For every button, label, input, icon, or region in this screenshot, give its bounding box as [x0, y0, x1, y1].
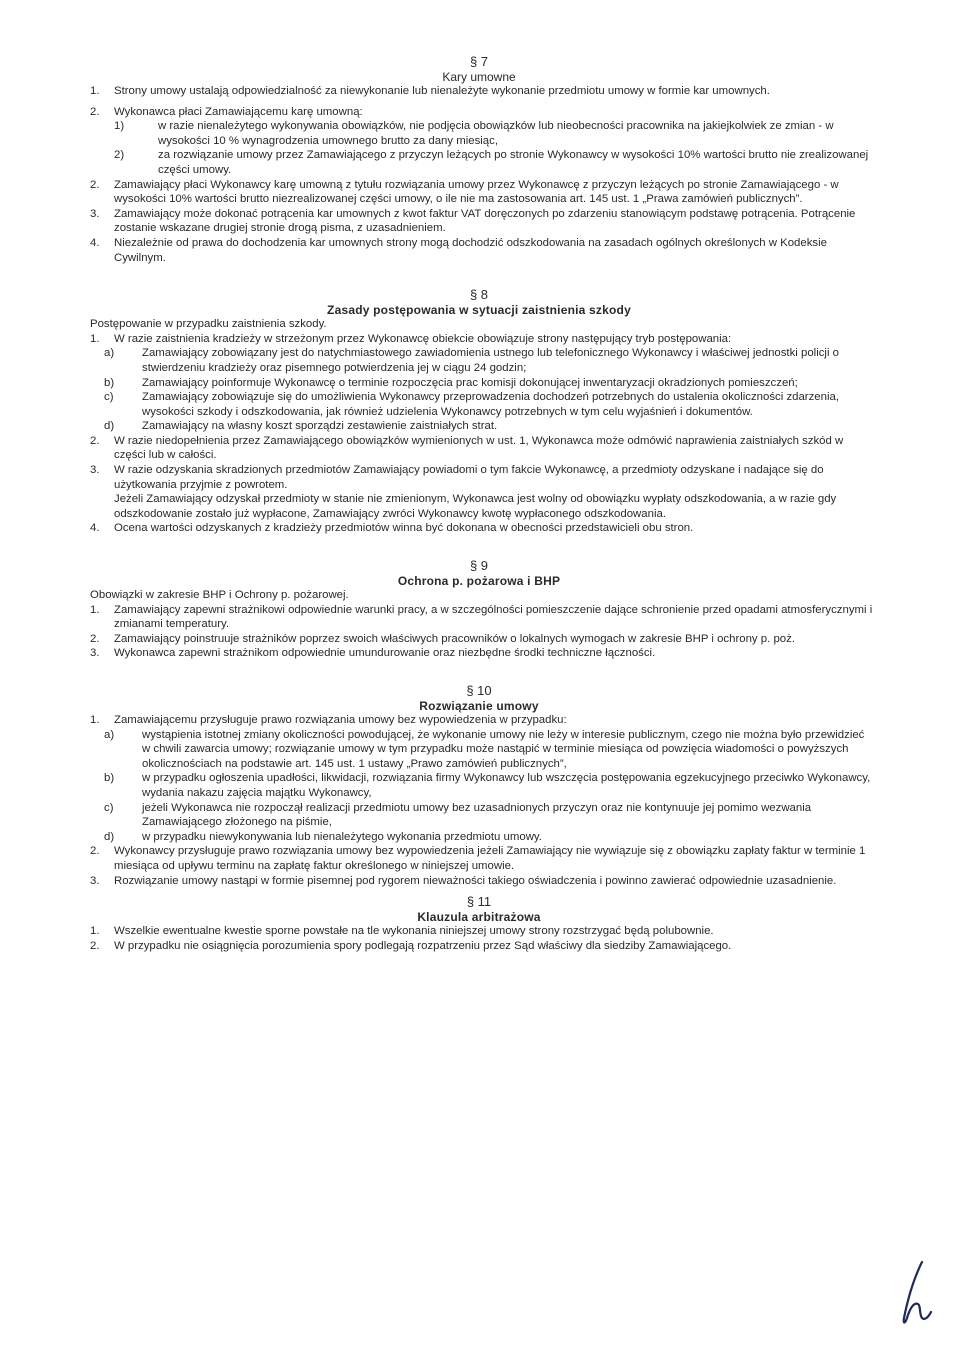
section-7-number: § 7 — [469, 54, 489, 69]
list-item — [84, 801, 874, 830]
paragraph-text: Wykonawca płaci Zamawiającemu karę umowną: — [114, 105, 363, 118]
paragraph-text: Jeżeli Zamawiający odzyskał przedmioty w stanie nie zmienionym, Wykonawca jest wolny od obowiązku wypłaty odszkodowania, a w razie gdy odszkodowanie zostało już wypłacone, Zamawiający zwróci Wykonawcy kwotę wypłaconego odszkodowania. — [114, 493, 837, 520]
paragraph-text: Zamawiającemu przysługuje prawo rozwiązania umowy bez wypowiedzenia w przypadku: — [114, 714, 567, 726]
paragraph-number: 1. — [90, 85, 100, 97]
paragraph-number: 2. — [90, 105, 100, 118]
paragraph-number: 4. — [90, 522, 100, 535]
paragraph-number: 1. — [90, 603, 100, 616]
list-marker: d) — [104, 420, 115, 433]
paragraph — [84, 844, 874, 873]
paragraph — [84, 236, 874, 265]
list-marker: a) — [104, 728, 115, 741]
paragraph — [84, 332, 874, 347]
paragraph-text: W razie odzyskania skradzionych przedmiotów Zamawiający powiadomi o tym fakcie Wykonawcę, a przedmioty odzyskane i nadające się do użytkowania przyjmie z powrotem. — [114, 464, 824, 491]
paragraph — [84, 105, 874, 120]
paragraph — [84, 939, 874, 954]
paragraph — [84, 924, 874, 939]
paragraph-text: Zamawiający może dokonać potrącenia kar umownych z kwot faktur VAT doręczonych po zdarzeniu stanowiącym podstawę potrącenia. Potrącenie zostanie wskazane drugiej stronie drogą pisma, z uzasadnieniem. — [114, 207, 856, 235]
list-item-text: w przypadku ogłoszenia upadłości, likwidacji, rozwiązania firmy Wykonawcy lub wszczęcia postępowania egzekucyjnego przeciwko Wykonawcy, wydania nakazu zajęcia majątku Wykonawcy, — [142, 772, 871, 799]
paragraph-number: 2. — [90, 178, 100, 191]
section-10-number: § 10 — [466, 683, 492, 698]
list-item-text: wystąpienia istotnej zmiany okoliczności powodującej, że wykonanie umowy nie leży w interesie publicznym, czego nie można było przewidzieć w chwili zawarcia umowy; rozwiązanie umowy w tym przypadku może nastąpić w terminie miesiąca od powzięcia wiadomości o powyższych okolicznościach na podstawie art. 145 ust. 1 ustawy „Prawo zamówień publicznych”, — [142, 728, 865, 770]
list-item — [84, 346, 874, 375]
section-11-title: Klauzula arbitrażowa — [417, 910, 541, 925]
list-marker: d) — [104, 830, 115, 843]
list-item — [84, 376, 874, 391]
paragraph — [84, 646, 874, 661]
section-intro: Obowiązki w zakresie BHP i Ochrony p. pożarowej. — [90, 589, 349, 602]
paragraph-number: 3. — [90, 464, 100, 477]
paragraph-number: 3. — [90, 647, 100, 660]
section-8-title: Zasady postępowania w sytuacji zaistnienia szkody — [327, 303, 631, 318]
section-7-title: Kary umowne — [442, 70, 516, 84]
paragraph-number: 2. — [90, 632, 100, 645]
paragraph — [84, 632, 874, 647]
handwritten-signature — [892, 1258, 934, 1328]
paragraph — [84, 207, 874, 236]
paragraph — [84, 874, 874, 889]
list-item — [84, 830, 874, 845]
list-item — [84, 419, 874, 434]
paragraph-number: 1. — [90, 714, 100, 726]
paragraph-text: W razie niedopełnienia przez Zamawiającego obowiązków wymienionych w ust. 1, Wykonawca może odmówić naprawienia zaistniałych szkód w części lub w całości. — [114, 434, 844, 462]
paragraph-text: Zamawiający zapewni strażnikowi odpowiednie warunki pracy, a w szczególności pomieszczenie dające schronienie przed opadami atmosferycznymi i zmianami temperatury. — [114, 603, 873, 631]
list-item — [84, 771, 874, 800]
list-marker: b) — [104, 772, 115, 785]
list-item — [84, 119, 874, 148]
list-item-text: Zamawiający poinformuje Wykonawcę o terminie rozpoczęcia prac komisji dokonującej inwentaryzacji okradzionych pomieszczeń; — [142, 376, 798, 389]
paragraph-number: 1. — [90, 925, 100, 938]
paragraph-text: Wykonawcy przysługuje prawo rozwiązania umowy bez wypowiedzenia jeżeli Zamawiający nie wywiązuje się z obowiązku zapłaty faktur w terminie 1 miesiąca od upływu terminu na zapłatę faktur określonego w niniejszej umowie. — [114, 845, 866, 872]
paragraph — [84, 603, 874, 632]
section-11-number: § 11 — [466, 894, 492, 910]
paragraph-number: 3. — [90, 207, 100, 220]
list-marker: 1) — [114, 120, 125, 133]
paragraph-text: W razie zaistnienia kradzieży w strzeżonym przez Wykonawcę obiekcie obowiązuje strony następujący tryb postępowania: — [114, 332, 732, 345]
list-item — [84, 728, 874, 772]
section-10-title: Rozwiązanie umowy — [419, 699, 539, 713]
paragraph-number: 1. — [90, 332, 100, 345]
paragraph-text: Wykonawca zapewni strażnikom odpowiednie umundurowanie oraz niezbędne środki techniczne łączności. — [114, 647, 656, 660]
paragraph-number: 2. — [90, 939, 100, 952]
paragraph-text: Zamawiający płaci Wykonawcy karę umowną z tytułu rozwiązania umowy przez Wykonawcę z przyczyn leżących po stronie Zamawiającego - w wysokości 10% wartości brutto niezrealizowanej części umowy, o ile nie ma zastosowania art. 145 ust. 1 „Prawa zamówień publicznych”. — [114, 178, 839, 206]
list-item-text: Zamawiający na własny koszt sporządzi zestawienie zaistniałych strat. — [142, 420, 498, 433]
list-item-text: Zamawiający zobowiązuje się do umożliwienia Wykonawcy przeprowadzenia dochodzeń potrzebnych do ustalenia okoliczności zdarzenia, wysokości szkody i odszkodowania, jak również udzielenia Wykonawcy potrzebnych w tym celu wyjaśnień i dokumentów. — [142, 391, 839, 418]
list-item-text: jeżeli Wykonawca nie rozpoczął realizacji przedmiotu umowy bez uzasadnionych przyczyn oraz nie kontynuuje jej pomimo wezwania Zamawiającego złożonego na piśmie, — [142, 801, 812, 829]
list-marker: c) — [104, 391, 114, 404]
paragraph-text: Rozwiązanie umowy nastąpi w formie pisemnej pod rygorem nieważności takiego oświadczenia i powinno zawierać odpowiednie uzasadnienie. — [114, 874, 837, 887]
paragraph — [84, 713, 874, 728]
section-intro: Postępowanie w przypadku zaistnienia szkody. — [90, 318, 327, 331]
list-item-text: Zamawiający zobowiązany jest do natychmiastowego zawiadomienia ustnego lub telefonicznego Wykonawcy i właściwej jednostki policji o stwierdzeniu kradzieży oraz pisemnego potwierdzenia jej w ciągu 24 godzin; — [142, 347, 839, 374]
paragraph-text: Wszelkie ewentualne kwestie sporne powstałe na tle wykonania niniejszej umowy strony rozstrzygać będą polubownie. — [114, 925, 714, 938]
paragraph — [84, 434, 874, 463]
paragraph-number: 4. — [90, 236, 100, 249]
section-9-title: Ochrona p. pożarowa i BHP — [397, 574, 561, 589]
list-item-text: za rozwiązanie umowy przez Zamawiającego z przyczyn leżących po stronie Wykonawcy w wysokości 10% wartości brutto nie zrealizowanej części umowy. — [158, 149, 869, 176]
list-item-text: w przypadku niewykonywania lub nienależytego wykonania przedmiotu umowy. — [142, 830, 542, 843]
paragraph — [84, 521, 874, 536]
list-marker: c) — [104, 801, 114, 814]
section-9-number: § 9 — [469, 558, 489, 574]
paragraph — [84, 492, 874, 521]
paragraph-number: 3. — [90, 874, 100, 887]
list-marker: 2) — [114, 149, 125, 162]
paragraph — [84, 463, 874, 492]
paragraph-number: 2. — [90, 434, 100, 447]
list-marker: a) — [104, 347, 115, 360]
paragraph-text: Strony umowy ustalają odpowiedzialność za niewykonanie lub nienależyte wykonanie przedmiotu umowy w formie kar umownych. — [114, 85, 770, 97]
paragraph — [84, 84, 874, 99]
section-8-number: § 8 — [469, 287, 489, 303]
paragraph-text: Niezależnie od prawa do dochodzenia kar umownych strony mogą dochodzić odszkodowania na zasadach ogólnych określonych w Kodeksie Cywilnym. — [114, 236, 827, 264]
paragraph-text: Ocena wartości odzyskanych z kradzieży przedmiotów winna być dokonana w obecności przedstawicieli obu stron. — [114, 522, 694, 535]
contract-page — [84, 54, 874, 953]
list-item — [84, 390, 874, 419]
list-item-text: w razie nienależytego wykonywania obowiązków, nie podjęcia obowiązków lub nieobecności pracownika na jakiejkolwiek ze zmian - w wysokości 10 % wynagrodzenia umownego brutto za dany miesiąc, — [158, 120, 834, 147]
paragraph — [84, 178, 874, 207]
paragraph-text: Zamawiający poinstruuje strażników poprzez swoich właściwych pracowników o lokalnych wymogach w zakresie BHP i ochrony p. poż. — [114, 632, 795, 645]
list-marker: b) — [104, 376, 115, 389]
list-item — [84, 148, 874, 177]
paragraph-text: W przypadku nie osiągnięcia porozumienia spory podlegają rozpatrzeniu przez Sąd właściwy dla siedziby Zamawiającego. — [114, 939, 732, 952]
paragraph-number: 2. — [90, 845, 100, 858]
